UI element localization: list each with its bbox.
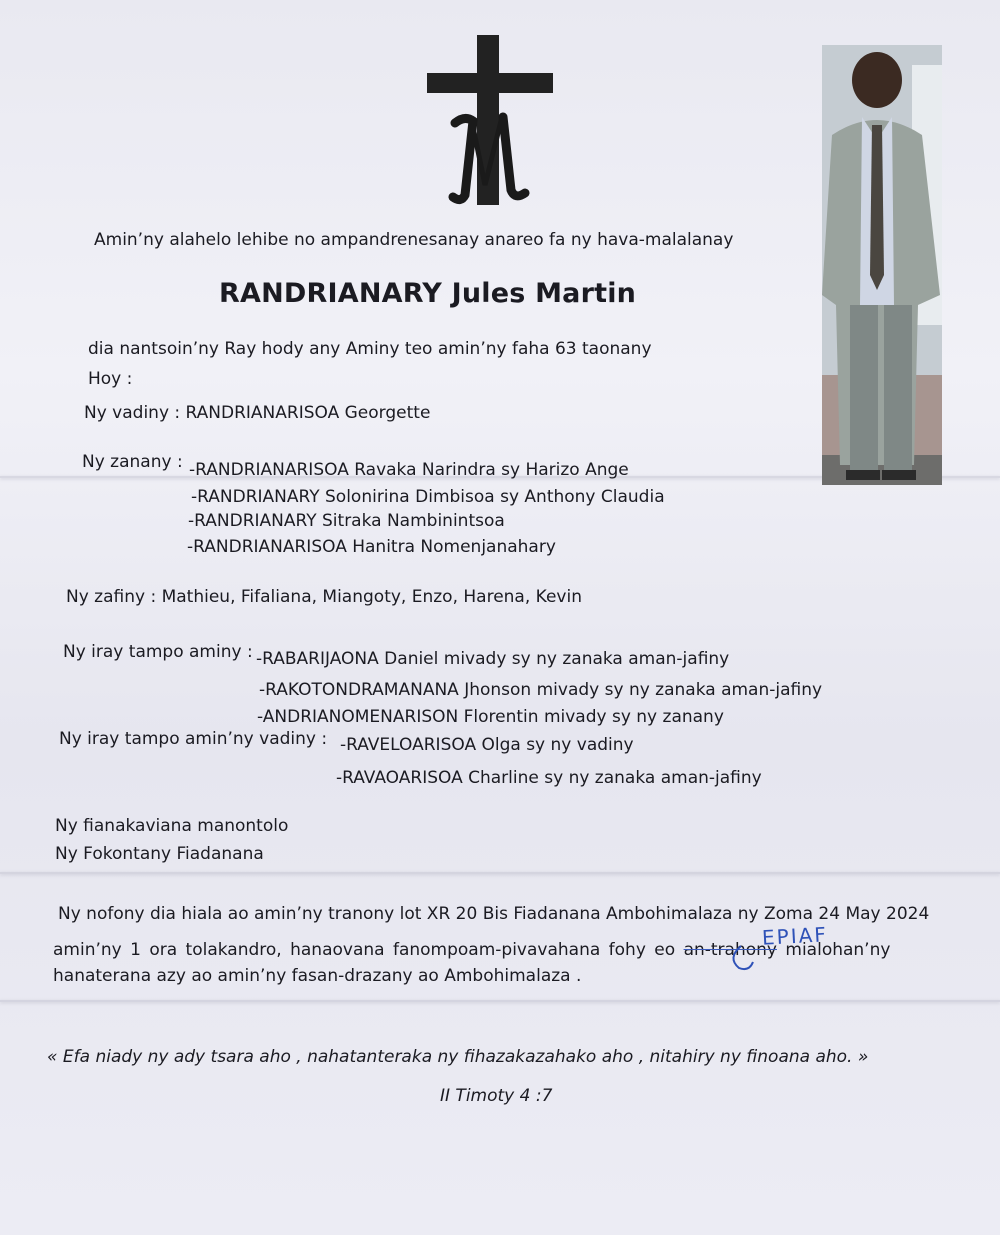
funeral-line-2-end: mialohan’ny (785, 940, 891, 960)
child-item: -RANDRIANARY Sitraka Nambinintsoa (188, 511, 505, 531)
sibling-item: -RABARIJAONA Daniel mivady sy ny zanaka aman-jafiny (256, 649, 730, 669)
funeral-line-3: hanaterana azy ao amin’ny fasan-drazany ao Ambohimalaza . (53, 966, 582, 986)
spouse-sibling-item: -RAVAOARISOA Charline sy ny zanaka aman-jafiny (336, 768, 762, 788)
death-line: dia nantsoin’ny Ray hody any Aminy teo amin’ny faha 63 taonany (88, 339, 652, 359)
intro-line: Amin’ny alahelo lehibe no ampandrenesanay anareo fa ny hava-malalanay (94, 230, 734, 250)
funeral-line-1: Ny nofony dia hiala ao amin’ny tranony lot XR 20 Bis Fiadanana Ambohimalaza ny Zoma 24 May 2024 (58, 904, 930, 924)
child-item: -RANDRIANARISOA Ravaka Narindra sy Harizo Ange (189, 460, 629, 480)
spouse-line: Ny vadiny : RANDRIANARISOA Georgette (84, 403, 431, 423)
deceased-photo (822, 45, 942, 485)
grandchildren-line: Ny zafiny : Mathieu, Fifaliana, Miangoty, Enzo, Harena, Kevin (66, 587, 582, 607)
sibling-item: -RAKOTONDRAMANANA Jhonson mivady sy ny zanaka aman-jafiny (259, 680, 823, 700)
hoy-label: Hoy : (88, 369, 133, 389)
fokontany-line: Ny Fokontany Fiadanana (55, 844, 264, 864)
deceased-name: RANDRIANARY Jules Martin (219, 278, 637, 309)
children-label: Ny zanany : (82, 452, 183, 472)
bible-reference: II Timoty 4 :7 (440, 1086, 553, 1106)
child-item: -RANDRIANARISOA Hanitra Nomenjanahary (187, 537, 556, 557)
sibling-item: -ANDRIANOMENARISON Florentin mivady sy ny zanany (257, 707, 724, 727)
handwritten-correction: EPIAF (761, 922, 829, 950)
siblings-label: Ny iray tampo aminy : (63, 642, 253, 662)
paper-fold-line (0, 872, 1000, 874)
paper-fold-line (0, 1000, 1000, 1002)
family-line: Ny fianakaviana manontolo (55, 816, 289, 836)
funeral-line-2-start: amin’ny 1 ora tolakandro, hanaovana fanompoam-pivavahana fohy eo (53, 940, 676, 960)
struck-word: an-trahony (683, 940, 777, 960)
ink-circle-mark (723, 928, 843, 978)
bible-quote: « Efa niady ny ady tsara aho , nahatanteraka ny fihazakazahako aho , nitahiry ny finoana aho. » (47, 1047, 869, 1067)
cross-emblem-icon (425, 35, 555, 215)
spouse-siblings-label: Ny iray tampo amin’ny vadiny : (59, 729, 328, 749)
child-item: -RANDRIANARY Solonirina Dimbisoa sy Anthony Claudia (191, 487, 665, 507)
spouse-sibling-item: -RAVELOARISOA Olga sy ny vadiny (340, 735, 634, 755)
